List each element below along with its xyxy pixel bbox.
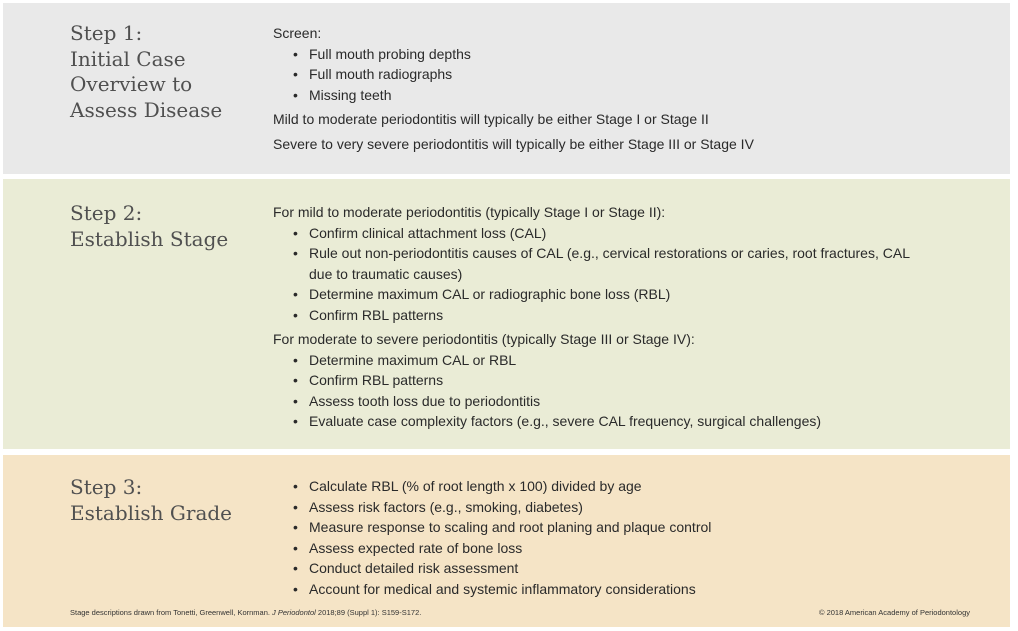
step3-title (70, 475, 232, 526)
step3-title-line: Step 3: (70, 475, 143, 499)
step1-title-line: Initial Case (70, 46, 186, 71)
list-item: • Measure response to scaling and root planing and plaque control (273, 517, 711, 538)
list-item: • Account for medical and systemic inflammatory considerations (273, 579, 711, 600)
step1-title (70, 21, 222, 123)
step2-panel (3, 179, 1010, 449)
list-item: • Assess risk factors (e.g., smoking, diabetes) (273, 497, 711, 518)
list-item: • Full mouth radiographs (273, 64, 754, 85)
citation-suffix: 2018;89 (Suppl 1): S159-S172. (315, 608, 422, 617)
step2-content (273, 202, 913, 432)
list-item: • Conduct detailed risk assessment (273, 558, 711, 579)
list-item: • Calculate RBL (% of root length x 100) divided by age (273, 476, 711, 497)
step2-title-line: Step 2: (70, 201, 143, 225)
step2-group-heading: For moderate to severe periodontitis (typically Stage III or Stage IV): (273, 331, 695, 347)
list-item: • Confirm clinical attachment loss (CAL) (273, 223, 913, 244)
step2-title-line: Establish Stage (70, 226, 229, 251)
list-item: • Assess tooth loss due to periodontitis (273, 391, 913, 412)
step2-bullet-list (273, 350, 913, 432)
list-item: • Determine maximum CAL or RBL (273, 350, 913, 371)
list-item: • Missing teeth (273, 85, 754, 106)
step2-title (70, 201, 228, 252)
list-item: • Confirm RBL patterns (273, 305, 913, 326)
step2-bullet-list (273, 223, 913, 326)
list-item: • Assess expected rate of bone loss (273, 538, 711, 559)
step3-content (273, 476, 711, 599)
step1-note: Mild to moderate periodontitis will typically be either Stage I or Stage II (273, 111, 709, 127)
step1-intro: Screen: (273, 25, 322, 41)
list-item: • Evaluate case complexity factors (e.g., severe CAL frequency, surgical challenges) (273, 411, 913, 432)
step1-bullet-list (273, 44, 754, 106)
citation-journal: J Periodontol (272, 608, 316, 617)
step3-panel (3, 455, 1010, 627)
step1-content (273, 23, 754, 154)
step1-panel (3, 3, 1010, 174)
step3-title-line: Establish Grade (70, 500, 233, 525)
citation (70, 608, 421, 617)
step2-group-heading: For mild to moderate periodontitis (typically Stage I or Stage II): (273, 204, 666, 220)
list-item: • Confirm RBL patterns (273, 370, 913, 391)
list-item: • Determine maximum CAL or radiographic bone loss (RBL) (273, 284, 913, 305)
step1-title-line: Overview to (70, 72, 193, 96)
list-item: • Rule out non-periodontitis causes of CAL (e.g., cervical restorations or caries, root fractures, CAL due to traumatic causes) (273, 243, 913, 284)
step1-title-line: Step 1: (70, 21, 143, 45)
step3-bullet-list (273, 476, 711, 599)
copyright: © 2018 American Academy of Periodontology (818, 608, 970, 617)
list-item: • Full mouth probing depths (273, 44, 754, 65)
step1-title-line: Assess Disease (70, 97, 223, 122)
citation-prefix: Stage descriptions drawn from Tonetti, Greenwell, Kornman. (70, 608, 273, 617)
step1-note: Severe to very severe periodontitis will typically be either Stage III or Stage IV (273, 135, 754, 152)
